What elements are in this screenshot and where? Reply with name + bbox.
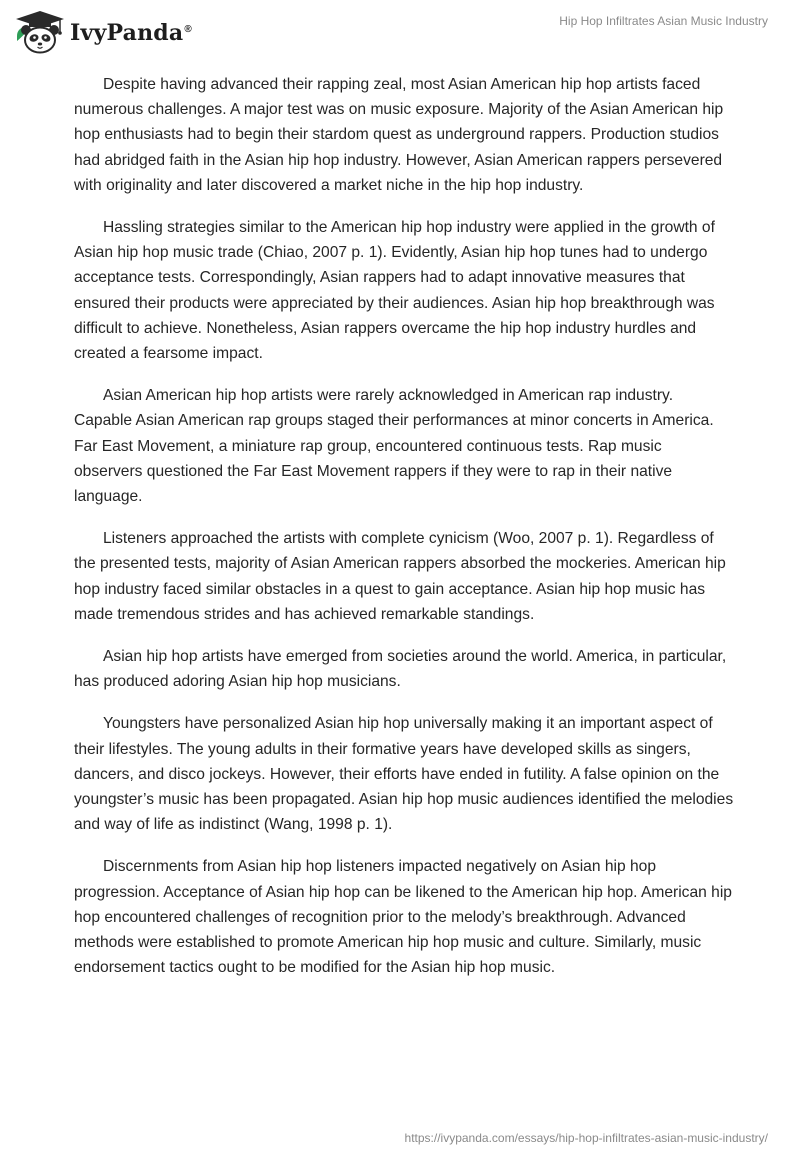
document-title: Hip Hop Infiltrates Asian Music Industry (559, 14, 768, 28)
ivypanda-logo[interactable] (14, 10, 192, 54)
essay-body (74, 72, 734, 998)
paragraph: Asian hip hop artists have emerged from societies around the world. America, in particular, has produced adoring Asian hip hop musicians. (74, 648, 727, 691)
paragraph: Youngsters have personalized Asian hip hop universally making it an important aspect of their lifestyles. The young adults in their formative years have developed skills as singers, dancers, and disco jockeys. However, their efforts have ended in futility. A false opinion on the youngster’s music has been propagated. Asian hip hop music audiences identified the melodies and way of life as indistinct (Wang, 1998 p. 1). (74, 715, 734, 834)
source-url[interactable]: https://ivypanda.com/essays/hip-hop-infiltrates-asian-music-industry/ (404, 1131, 768, 1145)
paragraph: Asian American hip hop artists were rarely acknowledged in American rap industry. Capable Asian American rap groups staged their performances at minor concerts in America. Far East Movement, a miniature rap group, encountered continuous tests. Rap music observers questioned the Far East Movement rappers if they were to rap in their native language. (74, 387, 714, 506)
panda-graduation-cap-icon (14, 10, 66, 54)
page-header (0, 0, 800, 64)
paragraph: Discernments from Asian hip hop listeners impacted negatively on Asian hip hop progression. Acceptance of Asian hip hop can be likened to the American hip hop. American hip hop encountered challenges of recognition prior to the melody’s breakthrough. Advanced methods were established to promote American hip hop music and culture. Similarly, music endorsement tactics ought to be modified for the Asian hip hop music. (74, 858, 732, 977)
paragraph: Despite having advanced their rapping zeal, most Asian American hip hop artists faced numerous challenges. A major test was on music exposure. Majority of the Asian American hip hop enthusiasts had to begin their stardom quest as underground rappers. Production studios had abridged faith in the Asian hip hop industry. However, Asian American rappers persevered with originality and later discovered a market niche in the hip hop industry. (74, 76, 724, 194)
registered-mark: ® (184, 23, 192, 35)
brand-name (70, 20, 192, 46)
brand-name-text: IvyPanda (70, 20, 184, 46)
paragraph: Listeners approached the artists with complete cynicism (Woo, 2007 p. 1). Regardless of the presented tests, majority of Asian American rappers absorbed the mockeries. American hip hop industry faced similar obstacles in a quest to gain acceptance. Asian hip hop music has made tremendous strides and has achieved remarkable standings. (74, 530, 726, 623)
paragraph: Hassling strategies similar to the American hip hop industry were applied in the growth of Asian hip hop music trade (Chiao, 2007 p. 1). Evidently, Asian hip hop tunes had to undergo acceptance tests. Correspondingly, Asian rappers had to adapt innovative measures that ensured their products were appreciated by their audiences. Asian hip hop breakthrough was difficult to achieve. Nonetheless, Asian rappers overcame the hip hop industry hurdles and created a fearsome impact. (74, 219, 715, 363)
